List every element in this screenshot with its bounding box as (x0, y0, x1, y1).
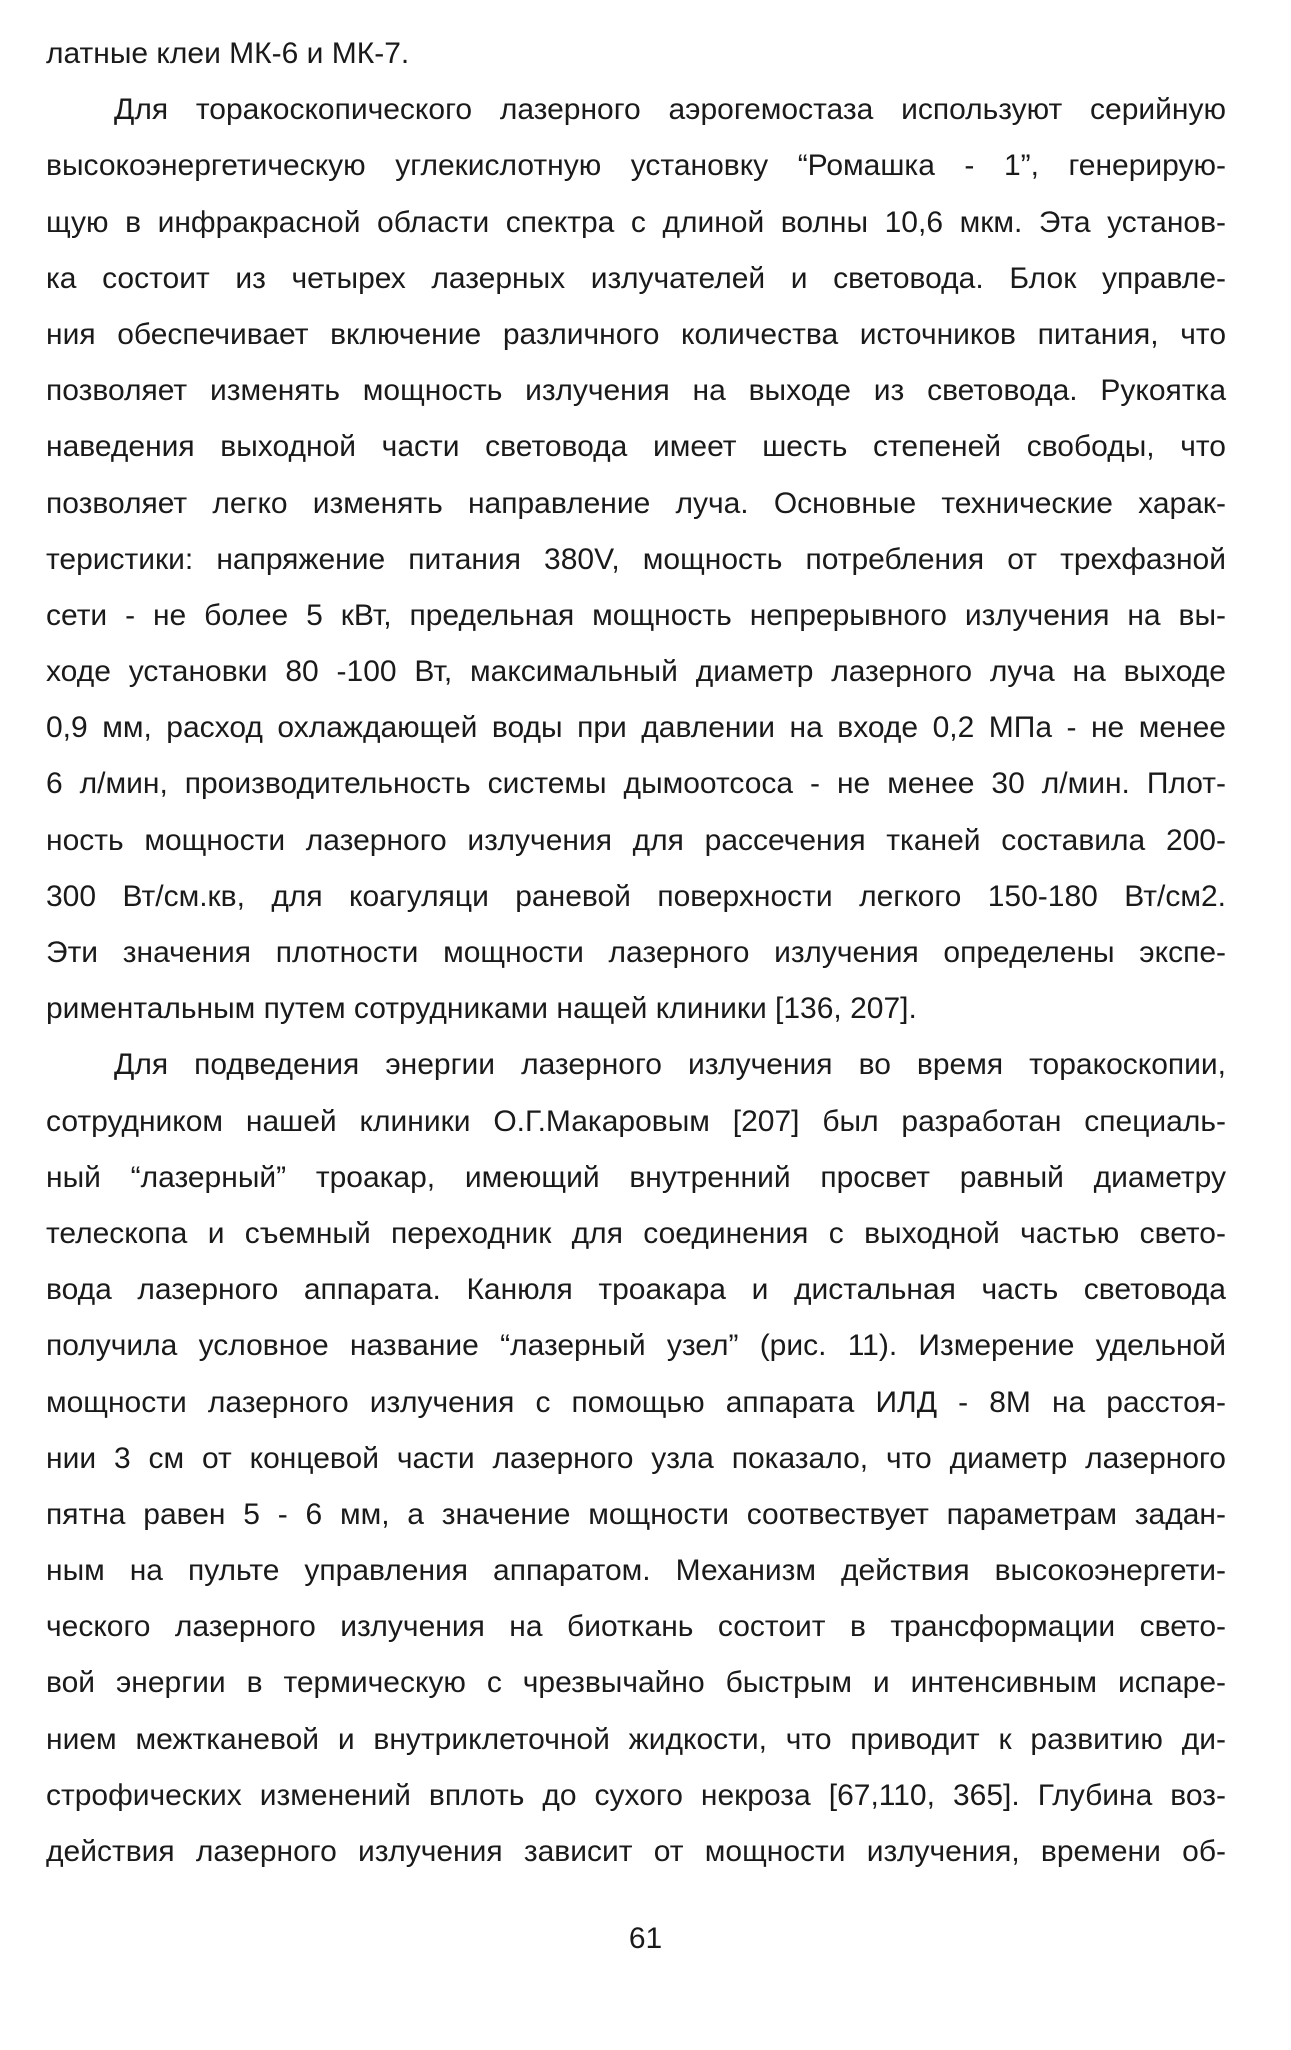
text-line: 6 л/мин, производительность системы дымоотсоса - не менее 30 л/мин. Плот- (46, 767, 1226, 801)
text-line: позволяет легко изменять направление луча. Основные технические харак- (46, 486, 1226, 520)
body-text (46, 26, 1226, 1880)
text-line: ным на пульте управления аппаратом. Механизм действия высокоэнергети- (46, 1554, 1226, 1588)
text-line: ный “лазерный” троакар, имеющий внутренний просвет равный диаметру (46, 1160, 1226, 1194)
text-line: ность мощности лазерного излучения для рассечения тканей составила 200- (46, 823, 1226, 857)
text-line: 0,9 мм, расход охлаждающей воды при давлении на входе 0,2 МПа - не менее (46, 711, 1226, 745)
text-line: 300 Вт/см.кв, для коагуляци раневой поверхности легкого 150-180 Вт/см2. (46, 879, 1226, 913)
text-line: Эти значения плотности мощности лазерного излучения определены экспе- (46, 936, 1226, 969)
text-line: мощности лазерного излучения с помощью аппарата ИЛД - 8М на расстоя- (46, 1385, 1226, 1419)
text-line: нием межтканевой и внутриклеточной жидкости, что приводит к развитию ди- (46, 1722, 1226, 1756)
text-line: получила условное название “лазерный узел” (рис. 11). Измерение удельной (46, 1329, 1226, 1363)
text-line: теристики: напряжение питания 380V, мощность потребления от трехфазной (46, 542, 1226, 576)
text-line: позволяет изменять мощность излучения на выходе из световода. Рукоятка (46, 374, 1226, 408)
text-line: риментальным путем сотрудниками нащей клиники [136, 207]. (46, 992, 917, 1026)
text-line: ческого лазерного излучения на биоткань состоит в трансформации свето- (46, 1610, 1226, 1644)
text-line: латные клеи МК-6 и МК-7. (46, 37, 410, 70)
text-line: строфических изменений вплоть до сухого некроза [67,110, 365]. Глубина воз- (46, 1778, 1226, 1812)
text-line: вода лазерного аппарата. Канюля троакара и дистальная часть световода (46, 1273, 1226, 1307)
text-line: Для торакоскопического лазерного аэрогемостаза используют серийную (114, 93, 1226, 127)
text-line: сети - не более 5 кВт, предельная мощность непрерывного излучения на вы- (46, 598, 1226, 632)
text-line: ка состоит из четырех лазерных излучателей и световода. Блок управле- (46, 261, 1226, 295)
text-line: пятна равен 5 - 6 мм, а значение мощности соотвествует параметрам задан- (46, 1497, 1226, 1531)
text-line: вой энергии в термическую с чрезвычайно быстрым и интенсивным испаре- (46, 1666, 1226, 1700)
text-line: сотрудником нашей клиники О.Г.Макаровым [207] был разработан специаль- (46, 1104, 1226, 1138)
text-line: Для подведения энергии лазерного излучения во время торакоскопии, (114, 1048, 1226, 1082)
text-line: телескопа и съемный переходник для соединения с выходной частью свето- (46, 1216, 1226, 1250)
text-line: наведения выходной части световода имеет шесть степеней свободы, что (46, 430, 1226, 464)
text-line: действия лазерного излучения зависит от мощности излучения, времени об- (46, 1835, 1226, 1868)
text-line: ния обеспечивает включение различного количества источников питания, что (46, 317, 1226, 351)
page-number: 61 (628, 1922, 663, 1955)
text-line: щую в инфракрасной области спектра с длиной волны 10,6 мкм. Эта установ- (46, 205, 1226, 239)
text-line: высокоэнергетическую углекислотную установку “Ромашка - 1”, генерирую- (46, 149, 1226, 183)
text-line: нии 3 см от концевой части лазерного узла показало, что диаметр лазерного (46, 1441, 1226, 1475)
text-line: ходе установки 80 -100 Вт, максимальный диаметр лазерного луча на выходе (46, 655, 1226, 689)
